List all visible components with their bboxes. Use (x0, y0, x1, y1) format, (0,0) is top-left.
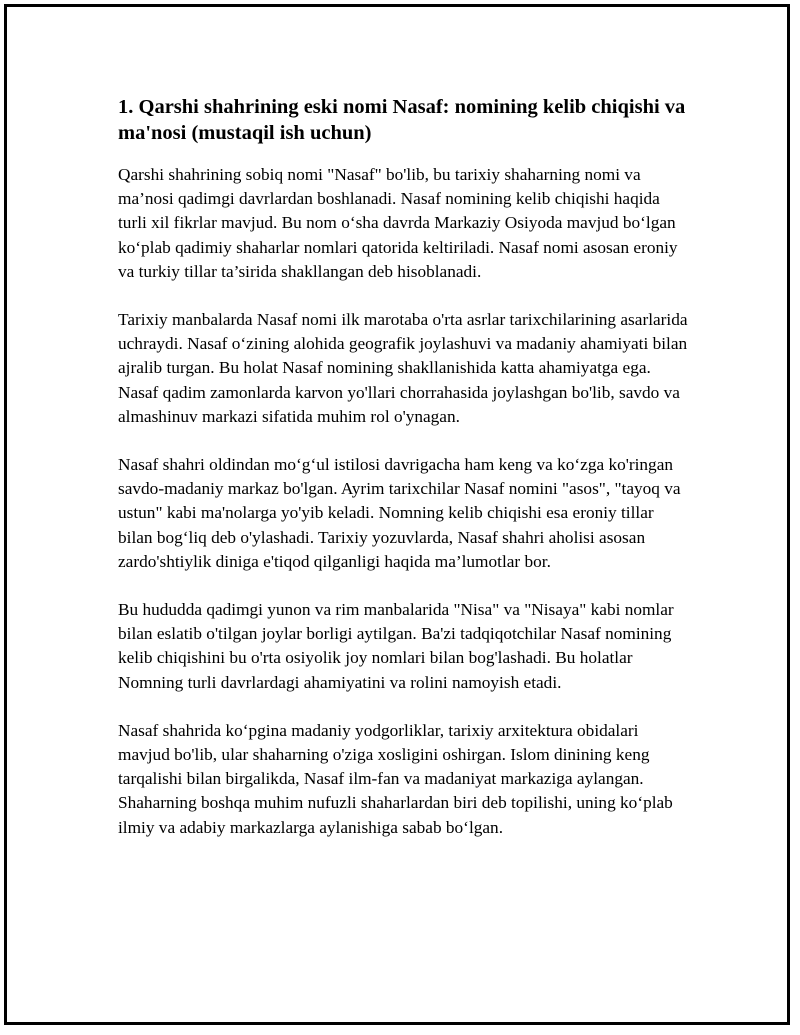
paragraph-5: Nasaf shahrida ko‘pgina madaniy yodgorliklar, tarixiy arxitektura obidalari mavjud bo'lib, ular shaharning o'ziga xosligini oshirgan. Islom dinining keng tarqalishi bilan birgalikda, Nasaf ilm-fan va madaniyat markaziga aylangan. Shaharning boshqa muhim nufuzli shaharlardan biri deb topilishi, uning ko‘plab ilmiy va adabiy markazlarga aylanishiga sabab bo‘lgan. (118, 720, 673, 837)
paragraph-1: Qarshi shahrining sobiq nomi "Nasaf" bo'lib, bu tarixiy shaharning nomi va ma’nosi qadimgi davrlardan boshlanadi. Nasaf nomining kelib chiqishi haqida turli xil fikrlar mavjud. Bu nom o‘sha davrda Markaziy Osiyoda mavjud bo‘lgan ko‘plab qadimiy shaharlar nomlari qatorida keltiriladi. Nasaf nomi asosan eroniy va turkiy tillar ta’sirida shakllangan deb hisoblanadi. (118, 165, 678, 281)
paragraph-4: Bu hududda qadimgi yunon va rim manbalarida "Nisa" va "Nisaya" kabi nomlar bilan eslatib o'tilgan joylar borligi aytilgan. Ba'zi tadqiqotchilar Nasaf nomining kelib chiqishini bu o'rta osiyolik joy nomlari bilan bog'lashadi. Bu holatlar Nomning turli davrlardagi ahamiyatini va rolini namoyish etadi. (118, 600, 674, 692)
document-body (118, 94, 692, 864)
document-title: 1. Qarshi shahrining eski nomi Nasaf: nomining kelib chiqishi va ma'nosi (mustaqil ish uchun) (118, 96, 686, 144)
paragraph-3: Nasaf shahri oldindan mo‘g‘ul istilosi davrigacha ham keng va ko‘zga ko'ringan savdo-madaniy markaz bo'lgan. Ayrim tarixchilar Nasaf nomini "asos", "tayoq va ustun" kabi ma'nolarga yo'yib keladi. Nomning kelib chiqishi esa eroniy tillar bilan bog‘liq deb o'ylashadi. Tarixiy yozuvlarda, Nasaf shahri aholisi asosan zardo'shtiylik diniga e'tiqod qilganligi haqida ma’lumotlar bor. (118, 455, 681, 571)
paragraph-2: Tarixiy manbalarda Nasaf nomi ilk marotaba o'rta asrlar tarixchilarining asarlarida uchraydi. Nasaf o‘zining alohida geografik joylashuvi va madaniy ahamiyati bilan ajralib turgan. Bu holat Nasaf nomining shakllanishida katta ahamiyatga ega. Nasaf qadim zamonlarda karvon yo'llari chorrahasida joylashgan bo'lib, savdo va almashinuv markazi sifatida muhim rol o'ynagan. (118, 310, 688, 426)
